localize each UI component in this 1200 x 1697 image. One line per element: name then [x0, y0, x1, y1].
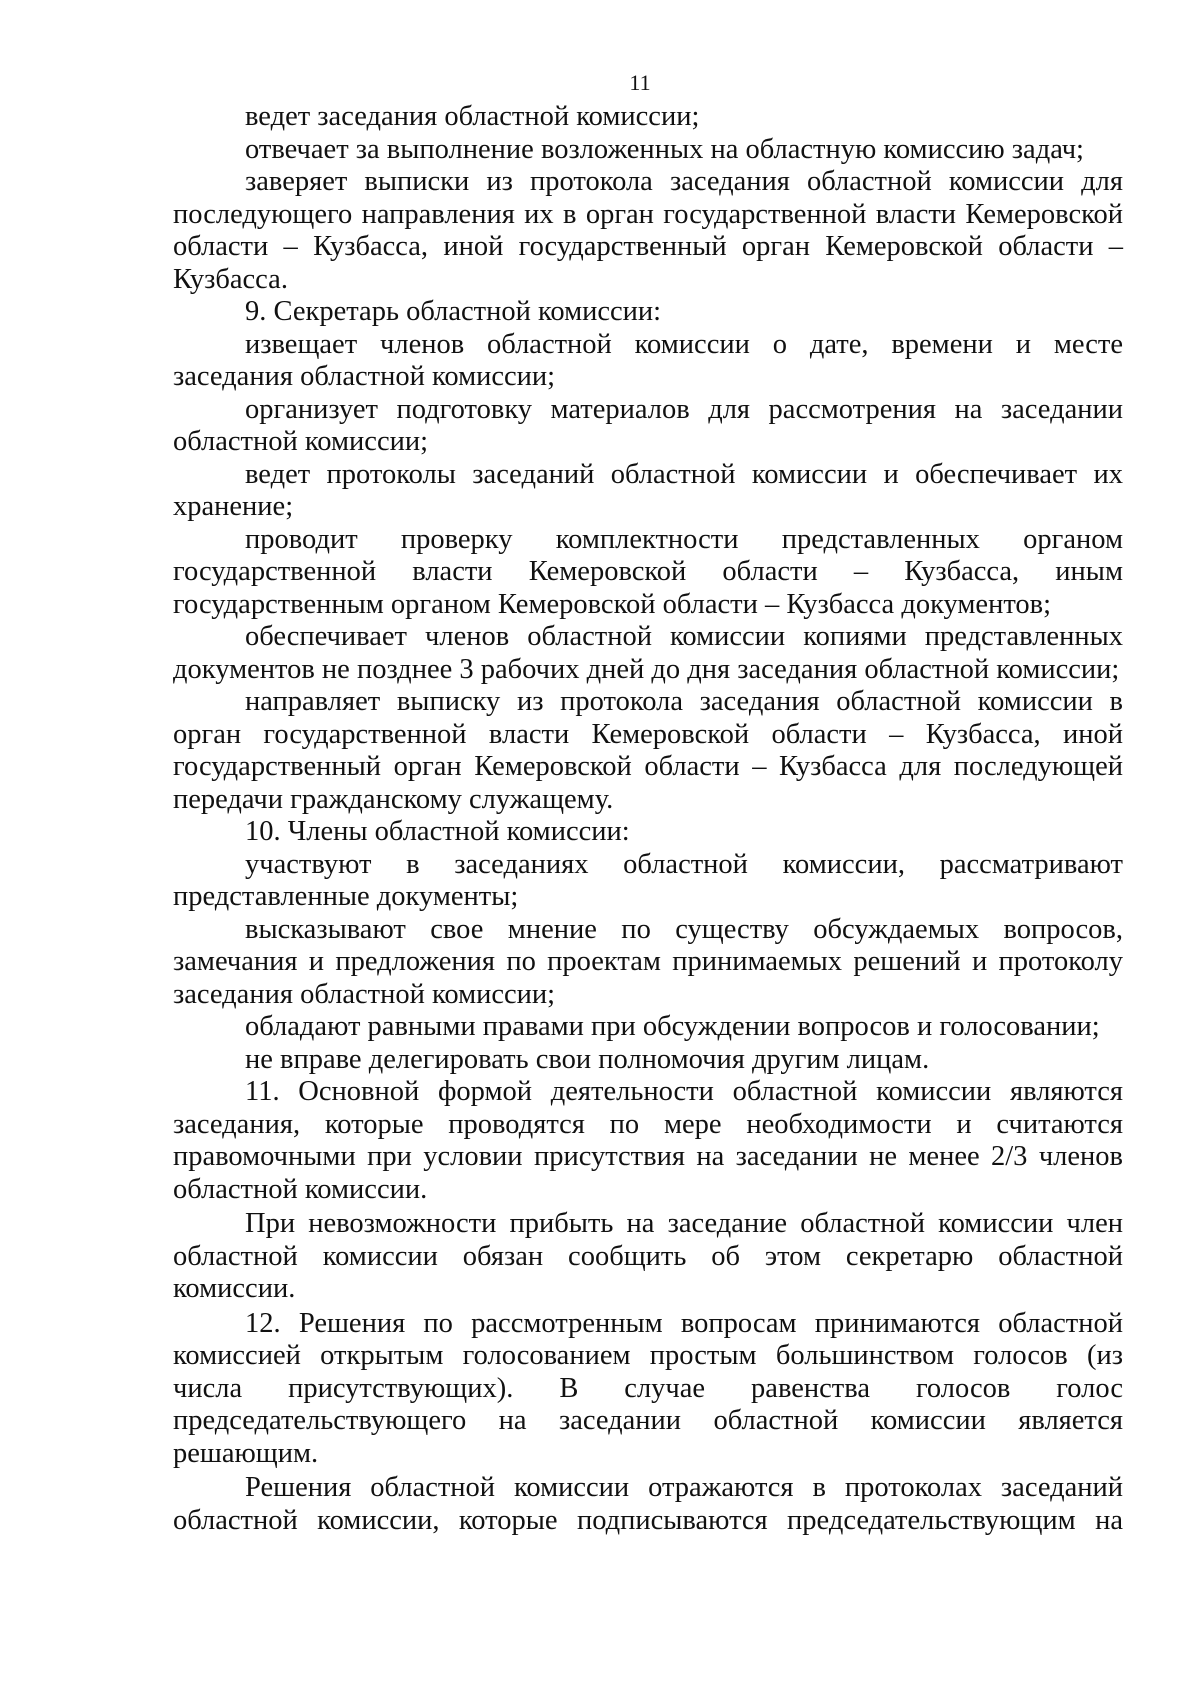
- paragraph-chair-duty-1: ведет заседания областной комиссии;: [245, 101, 700, 132]
- paragraph-secretary-duty-3: ведет протоколы заседаний областной комиссии и обеспечивает их хранение;: [173, 458, 1123, 522]
- paragraph-chair-duty-2: отвечает за выполнение возложенных на областную комиссию задач;: [245, 133, 1084, 165]
- paragraph-member-duty-2: высказывают свое мнение по существу обсуждаемых вопросов, замечания и предложения по проектам принимаемых решений и протоколу заседания областной комиссии;: [173, 913, 1123, 1010]
- paragraph-secretary-duty-6: направляет выписку из протокола заседания областной комиссии в орган государственной власти Кемеровской области – Кузбасса, иной государственный орган Кемеровской области – Кузбасса для последующей передачи гражданскому служащему.: [173, 686, 1123, 815]
- document-body: [173, 101, 1123, 1537]
- paragraph-secretary-duty-5: обеспечивает членов областной комиссии копиями представленных документов не позднее 3 рабочих дней до дня заседания областной комиссии;: [173, 621, 1123, 685]
- paragraph-chair-duty-3: заверяет выписки из протокола заседания областной комиссии для последующего направления их в орган государственной власти Кемеровской области – Кузбасса, иной государственный орган Кемеровской области – Кузбасса.: [173, 166, 1123, 295]
- page-number: 11: [629, 70, 651, 95]
- section-9-heading: 9. Секретарь областной комиссии:: [245, 296, 662, 327]
- paragraph-decisions-protocol: Решения областной комиссии отражаются в протоколах заседаний областной комиссии, которые подписываются председательствующим на: [173, 1472, 1123, 1536]
- paragraph-secretary-duty-1: извещает членов областной комиссии о дате, времени и месте заседания областной комиссии;: [173, 328, 1123, 392]
- section-12-paragraph: 12. Решения по рассмотренным вопросам принимаются областной комиссией открытым голосованием простым большинством голосов (из числа присутствующих). В случае равенства голосов голос председательствующего на заседании областной комиссии является решающим.: [173, 1307, 1123, 1469]
- paragraph-member-duty-1: участвуют в заседаниях областной комиссии, рассматривают представленные документы;: [173, 848, 1123, 912]
- paragraph-member-duty-4: не вправе делегировать свои полномочия другим лицам.: [245, 1043, 930, 1075]
- paragraph-member-duty-3: обладают равными правами при обсуждении вопросов и голосовании;: [245, 1011, 1100, 1042]
- paragraph-secretary-duty-2: организует подготовку материалов для рассмотрения на заседании областной комиссии;: [173, 393, 1123, 457]
- section-11-paragraph: 11. Основной формой деятельности областной комиссии являются заседания, которые проводятся по мере необходимости и считаются правомочными при условии присутствия на заседании не менее 2/3 членов областной комиссии.: [173, 1076, 1123, 1205]
- section-10-heading: 10. Члены областной комиссии:: [245, 816, 630, 847]
- paragraph-absence-notice: При невозможности прибыть на заседание областной комиссии член областной комиссии обязан сообщить об этом секретарю областной комиссии.: [173, 1208, 1123, 1304]
- paragraph-secretary-duty-4: проводит проверку комплектности представленных органом государственной власти Кемеровской области – Кузбасса, иным государственным органом Кемеровской области – Кузбасса документов;: [173, 523, 1123, 620]
